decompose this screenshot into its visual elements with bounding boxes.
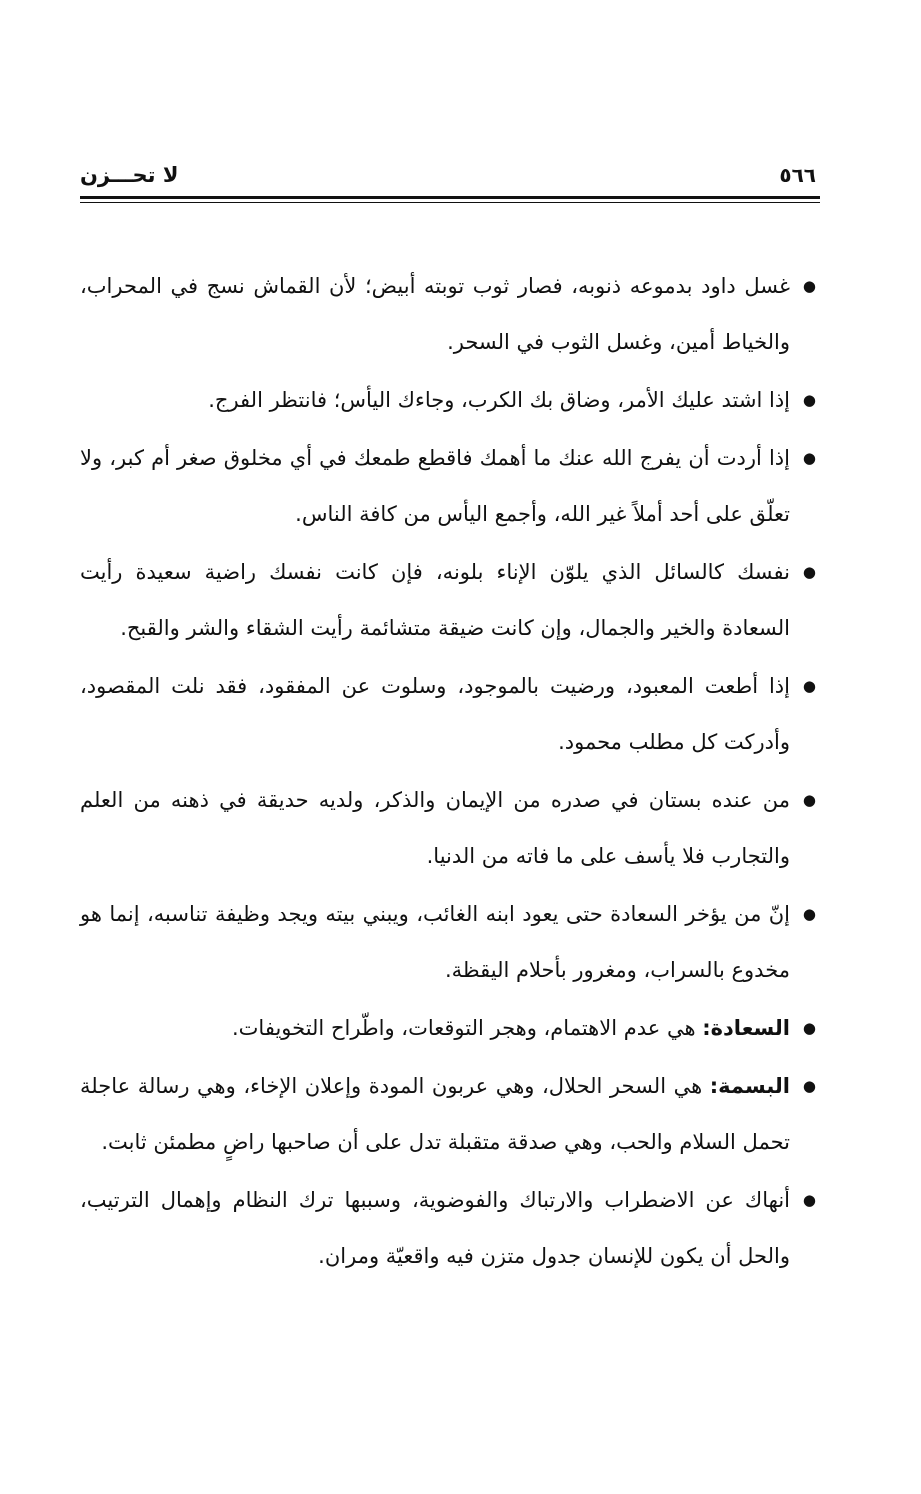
item-text: أنهاك عن الاضطراب والارتباك والفوضوية، وسببها ترك النظام وإهمال الترتيب، والحل أن يكون للإنسان جدول متزن فيه واقعيّة ومران. [80,1188,790,1268]
item-text: هي عدم الاهتمام، وهجر التوقعات، واطّراح التخويفات. [231,1016,703,1040]
list-item [80,1058,820,1170]
page-body [80,258,820,1286]
list-item [80,1000,820,1056]
list-item [80,886,820,998]
item-text: هي السحر الحلال، وهي عربون المودة وإعلان الإخاء، وهي رسالة عاجلة تحمل السلام والحب، وهي صدقة متقبلة تدل على أن صاحبها راضٍ مطمئن ثابت. [80,1074,790,1154]
header-rule-thick [80,196,820,199]
bullet-icon: ● [802,791,816,809]
item-text: إذا اشتد عليك الأمر، وضاق بك الكرب، وجاءك اليأس؛ فانتظر الفرج. [208,388,790,412]
list-item [80,1172,820,1284]
list-item [80,658,820,770]
bullet-icon: ● [802,677,816,695]
page-number: ٥٦٦ [779,163,816,187]
book-title: لا تحـــزن [80,163,179,187]
item-text: إذا أطعت المعبود، ورضيت بالموجود، وسلوت عن المفقود، فقد نلت المقصود، وأدركت كل مطلب محمود. [80,674,790,754]
item-term: البسمة: [709,1074,790,1098]
bullet-icon: ● [802,1191,816,1209]
header-rule-thin [80,202,820,203]
bullet-icon: ● [802,1019,816,1037]
list-item [80,430,820,542]
item-text: غسل داود بدموعه ذنوبه، فصار ثوب توبته أبيض؛ لأن القماش نسج في المحراب، والخياط أمين، وغسل الثوب في السحر. [80,274,790,354]
item-text: إذا أردت أن يفرج الله عنك ما أهمك فاقطع طمعك في أي مخلوق صغر أم كبر، ولا تعلّق على أحد أملاً غير الله، وأجمع اليأس من كافة الناس. [80,446,790,526]
bullet-icon: ● [802,905,816,923]
list-item [80,258,820,370]
item-text: إنّ من يؤخر السعادة حتى يعود ابنه الغائب، ويبني بيته ويجد وظيفة تناسبه، إنما هو مخدوع بالسراب، ومغرور بأحلام اليقظة. [80,902,790,982]
running-header [80,160,820,194]
bullet-icon: ● [802,563,816,581]
bullet-icon: ● [802,449,816,467]
list-item [80,372,820,428]
list-item [80,772,820,884]
item-term: السعادة: [702,1016,790,1040]
list-item [80,544,820,656]
item-text: نفسك كالسائل الذي يلوّن الإناء بلونه، فإن كانت نفسك راضية سعيدة رأيت السعادة والخير والجمال، وإن كانت ضيقة متشائمة رأيت الشقاء والشر والقبح. [80,560,790,640]
bullet-icon: ● [802,277,816,295]
bullet-icon: ● [802,1077,816,1095]
bullet-icon: ● [802,391,816,409]
item-text: من عنده بستان في صدره من الإيمان والذكر، ولديه حديقة في ذهنه من العلم والتجارب فلا يأسف على ما فاته من الدنيا. [80,788,790,868]
